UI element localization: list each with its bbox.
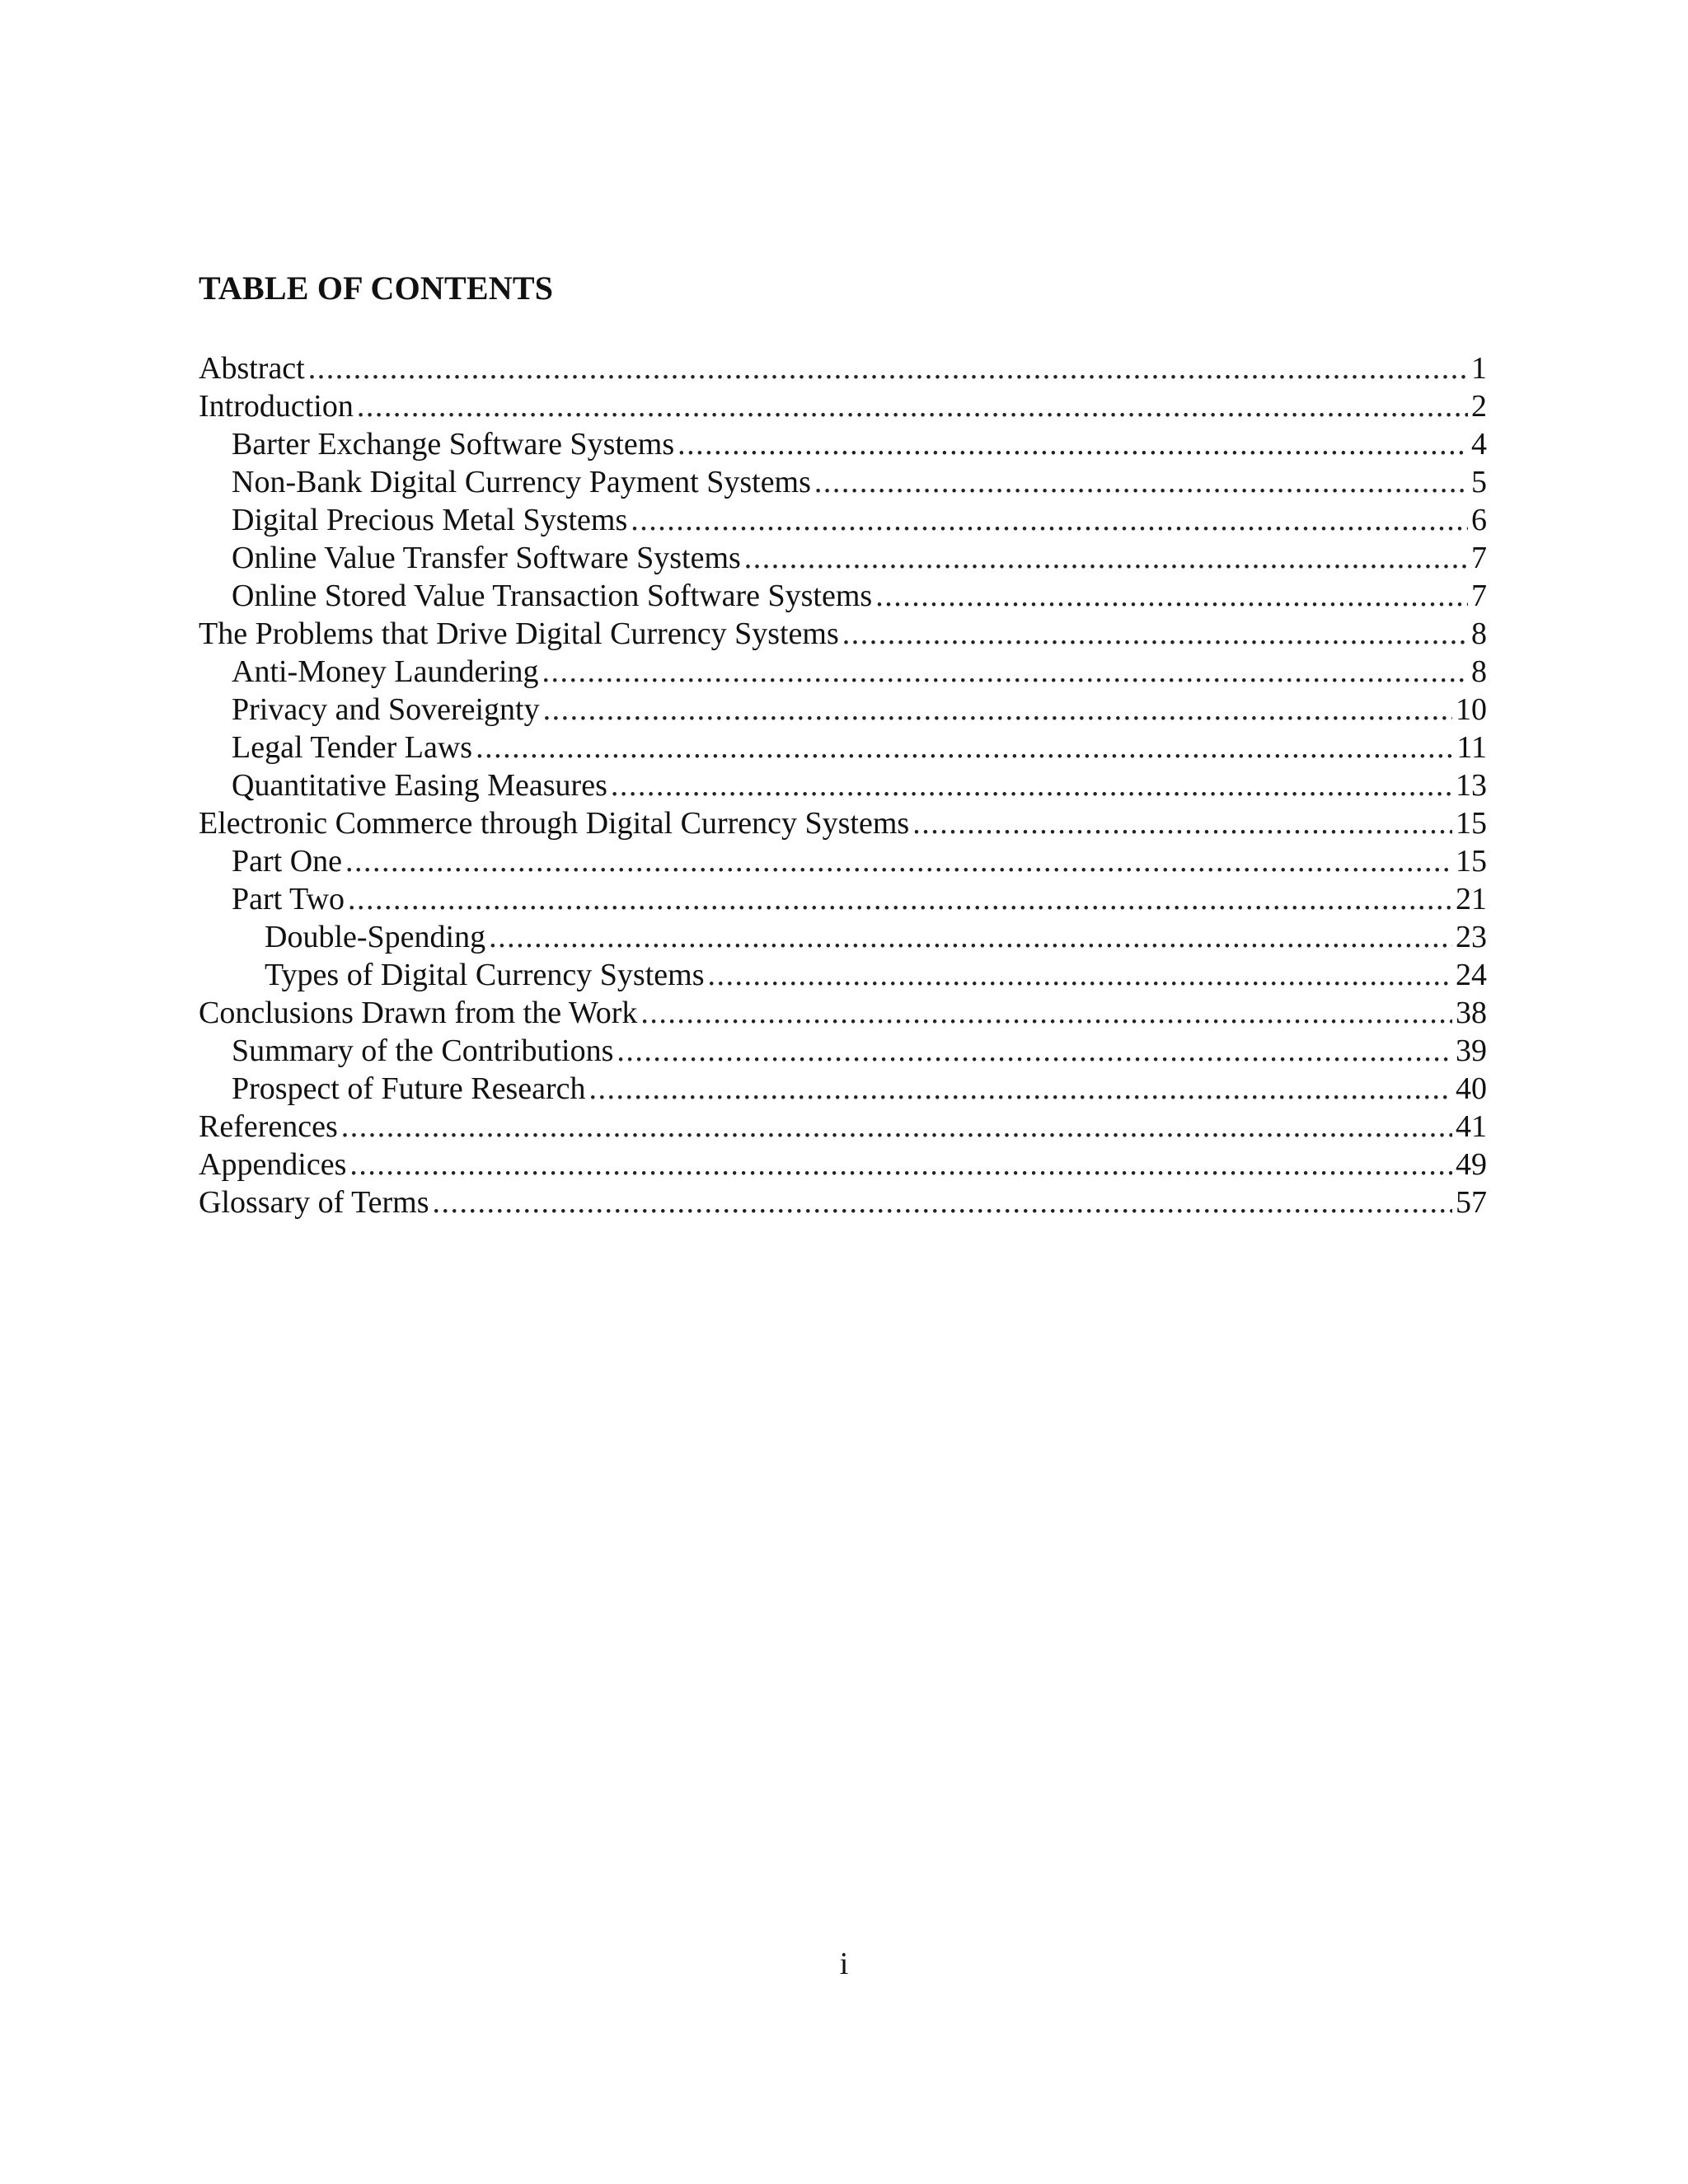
toc-entry[interactable]: [199, 842, 1487, 880]
toc-dot-leader: [631, 501, 1468, 539]
toc-entry[interactable]: [199, 766, 1487, 804]
toc-dot-leader: [348, 880, 1452, 918]
toc-heading: TABLE OF CONTENTS: [199, 269, 554, 307]
toc-entry-label: Summary of the Contributions: [232, 1033, 614, 1068]
toc-entry-page: 41: [1456, 1109, 1487, 1144]
toc-dot-leader: [875, 577, 1468, 615]
toc-entry-label: The Problems that Drive Digital Currency Systems: [199, 616, 839, 651]
toc-dot-leader: [542, 653, 1468, 691]
toc-entry[interactable]: [199, 539, 1487, 577]
toc-entry-page: 6: [1471, 503, 1487, 537]
toc-entry-page: 40: [1456, 1071, 1487, 1106]
toc-entry-page: 15: [1456, 806, 1487, 841]
toc-dot-leader: [543, 691, 1452, 729]
toc-entry-page: 7: [1471, 579, 1487, 613]
toc-entry-page: 38: [1456, 996, 1487, 1030]
toc-entry-page: 57: [1456, 1185, 1487, 1220]
toc-entry[interactable]: [199, 349, 1487, 387]
toc-entry-label: References: [199, 1109, 338, 1144]
toc-entry[interactable]: [199, 1108, 1487, 1146]
toc-entry-label: Double-Spending: [265, 920, 486, 954]
toc-entry[interactable]: [199, 691, 1487, 729]
toc-dot-leader: [589, 1070, 1453, 1108]
toc-dot-leader: [341, 1108, 1452, 1146]
toc-entry[interactable]: [199, 1032, 1487, 1070]
toc-dot-leader: [617, 1032, 1452, 1070]
toc-entry-page: 11: [1456, 730, 1487, 765]
toc-entry-label: Types of Digital Currency Systems: [265, 958, 705, 992]
toc-entry[interactable]: [199, 577, 1487, 615]
toc-dot-leader: [912, 804, 1452, 842]
toc-entry-page: 24: [1456, 958, 1487, 992]
toc-dot-leader: [678, 425, 1468, 463]
toc-list: [199, 349, 1487, 1221]
toc-dot-leader: [744, 539, 1468, 577]
toc-entry-label: Privacy and Sovereignty: [232, 692, 540, 727]
toc-entry[interactable]: [199, 804, 1487, 842]
toc-dot-leader: [842, 615, 1468, 653]
toc-dot-leader: [308, 349, 1468, 387]
toc-entry-label: Abstract: [199, 351, 305, 386]
toc-entry-page: 4: [1471, 427, 1487, 462]
toc-entry-label: Conclusions Drawn from the Work: [199, 996, 638, 1030]
toc-entry[interactable]: [199, 387, 1487, 425]
toc-entry[interactable]: [199, 994, 1487, 1032]
toc-entry-page: 8: [1471, 616, 1487, 651]
toc-entry-label: Appendices: [199, 1147, 347, 1182]
page-number: i: [839, 1947, 849, 1981]
toc-entry-label: Quantitative Easing Measures: [232, 768, 607, 803]
toc-entry[interactable]: [199, 918, 1487, 956]
toc-entry-page: 7: [1471, 541, 1487, 575]
toc-dot-leader: [476, 729, 1453, 766]
toc-entry-label: Non-Bank Digital Currency Payment Systems: [232, 465, 811, 499]
toc-dot-leader: [611, 766, 1452, 804]
toc-dot-leader: [640, 994, 1452, 1032]
toc-entry[interactable]: [199, 880, 1487, 918]
toc-entry-page: 49: [1456, 1147, 1487, 1182]
toc-entry-page: 1: [1471, 351, 1487, 386]
toc-entry[interactable]: [199, 653, 1487, 691]
toc-entry-label: Prospect of Future Research: [232, 1071, 586, 1106]
toc-dot-leader: [349, 1146, 1452, 1183]
toc-entry-page: 13: [1456, 768, 1487, 803]
toc-entry-page: 39: [1456, 1033, 1487, 1068]
toc-entry[interactable]: [199, 425, 1487, 463]
toc-dot-leader: [345, 842, 1452, 880]
toc-entry[interactable]: [199, 1146, 1487, 1183]
toc-entry-page: 2: [1471, 389, 1487, 424]
toc-dot-leader: [814, 463, 1468, 501]
toc-entry[interactable]: [199, 615, 1487, 653]
toc-entry[interactable]: [199, 1183, 1487, 1221]
toc-entry-page: 10: [1456, 692, 1487, 727]
toc-entry[interactable]: [199, 501, 1487, 539]
toc-entry-label: Legal Tender Laws: [232, 730, 473, 765]
toc-entry-page: 21: [1456, 882, 1487, 916]
toc-entry-page: 5: [1471, 465, 1487, 499]
toc-dot-leader: [707, 956, 1452, 994]
toc-entry-label: Digital Precious Metal Systems: [232, 503, 628, 537]
toc-dot-leader: [433, 1183, 1453, 1221]
toc-entry-page: 8: [1471, 654, 1487, 689]
toc-entry-label: Online Stored Value Transaction Software Systems: [232, 579, 873, 613]
toc-dot-leader: [489, 918, 1452, 956]
toc-entry[interactable]: [199, 1070, 1487, 1108]
toc-entry-label: Electronic Commerce through Digital Currency Systems: [199, 806, 910, 841]
toc-entry-label: Part Two: [232, 882, 345, 916]
toc-entry-label: Introduction: [199, 389, 354, 424]
toc-entry-label: Glossary of Terms: [199, 1185, 429, 1220]
toc-entry-label: Barter Exchange Software Systems: [232, 427, 675, 462]
toc-entry-page: 23: [1456, 920, 1487, 954]
toc-entry[interactable]: [199, 463, 1487, 501]
toc-entry-label: Anti-Money Laundering: [232, 654, 539, 689]
toc-entry[interactable]: [199, 729, 1487, 766]
toc-entry-page: 15: [1456, 844, 1487, 879]
toc-entry-label: Online Value Transfer Software Systems: [232, 541, 741, 575]
toc-entry[interactable]: [199, 956, 1487, 994]
toc-dot-leader: [357, 387, 1468, 425]
toc-entry-label: Part One: [232, 844, 343, 879]
